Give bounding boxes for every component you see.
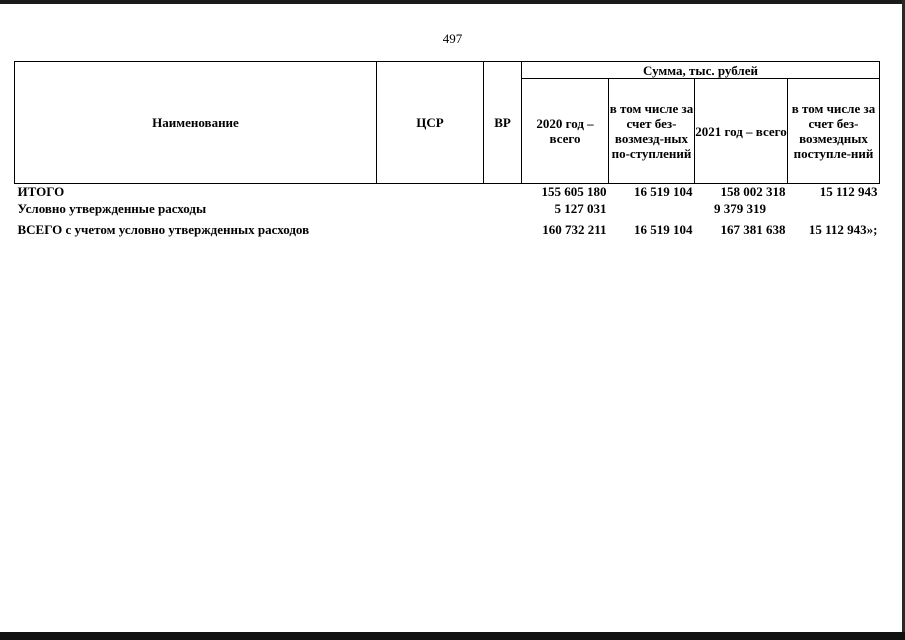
row-vr bbox=[484, 184, 522, 200]
table-row bbox=[15, 199, 880, 217]
header-name: Наименование bbox=[15, 62, 377, 184]
table-row bbox=[15, 217, 880, 241]
budget-table bbox=[14, 61, 880, 241]
row-csr bbox=[377, 199, 484, 217]
header-csr: ЦСР bbox=[377, 62, 484, 184]
header-2021-free: в том числе за счет без-возмездных поступле-ний bbox=[788, 79, 880, 184]
row-name: ИТОГО bbox=[17, 184, 65, 199]
row-2021-total: 158 002 318 bbox=[720, 184, 786, 199]
page-edge-bottom bbox=[0, 632, 905, 640]
row-2020-free: 16 519 104 bbox=[634, 184, 693, 199]
row-2021-total: 9 379 319 bbox=[714, 200, 766, 216]
row-2021-free: 15 112 943»; bbox=[808, 221, 878, 237]
row-csr bbox=[377, 184, 484, 200]
row-vr bbox=[484, 199, 522, 217]
row-name: Условно утвержденные расходы bbox=[17, 200, 207, 216]
row-2020-total: 160 732 211 bbox=[542, 221, 607, 237]
row-2020-free bbox=[609, 199, 695, 217]
header-vr: ВР bbox=[484, 62, 522, 184]
row-csr bbox=[377, 217, 484, 241]
header-sum-group: Сумма, тыс. рублей bbox=[522, 62, 880, 79]
header-2020-free: в том числе за счет без-возмезд-ных по-ступлений bbox=[609, 79, 695, 184]
header-2021-total: 2021 год – всего bbox=[695, 79, 788, 184]
page-edge-top bbox=[0, 0, 905, 4]
row-2020-total: 5 127 031 bbox=[554, 200, 607, 216]
row-2021-free: 15 112 943 bbox=[819, 184, 878, 199]
table-row bbox=[15, 184, 880, 200]
header-2020-total: 2020 год – всего bbox=[522, 79, 609, 184]
row-name: ВСЕГО с учетом условно утвержденных расходов bbox=[17, 221, 310, 237]
page-number: 497 bbox=[442, 31, 463, 46]
row-2021-total: 167 381 638 bbox=[720, 221, 786, 237]
row-2021-free bbox=[788, 199, 880, 217]
row-vr bbox=[484, 217, 522, 241]
row-2020-total: 155 605 180 bbox=[541, 184, 607, 199]
row-2020-free: 16 519 104 bbox=[634, 221, 693, 237]
